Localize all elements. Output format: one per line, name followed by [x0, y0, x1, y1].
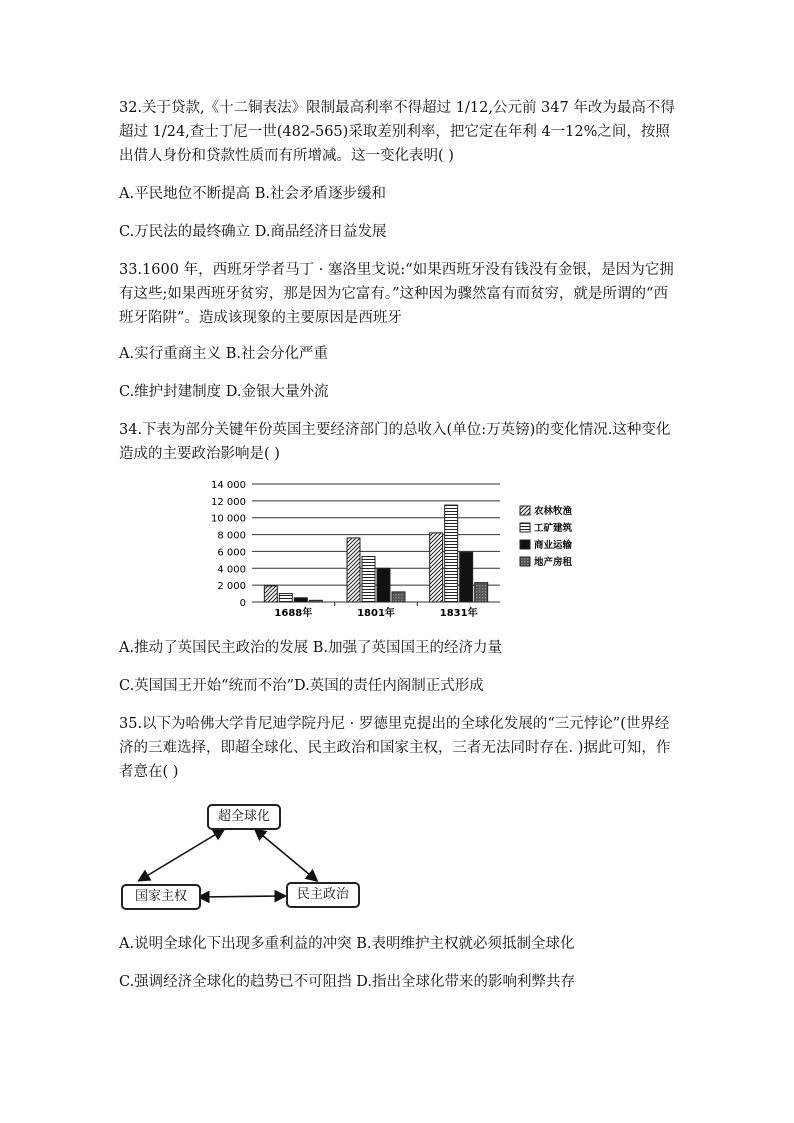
bar-2-0 — [430, 533, 443, 602]
legend-label: 地产房租 — [534, 557, 573, 568]
x-tick-label: 1688年 — [274, 608, 313, 619]
chart-x-axis — [274, 602, 477, 619]
income-bar-chart — [200, 474, 610, 624]
bar-0-1 — [279, 594, 292, 602]
q34-options-ab: A.推动了英国民主政治的发展 B.加强了英国国王的经济力量 — [119, 640, 502, 656]
y-tick-label: 2 000 — [217, 581, 246, 593]
y-tick-label: 8 000 — [217, 530, 246, 542]
node-national-sovereignty: 国家主权 — [121, 884, 201, 910]
arrow-top-right — [256, 830, 316, 880]
chart-y-axis — [211, 480, 246, 609]
arrow-left-right — [200, 896, 284, 897]
q35-options-cd: C.强调经济全球化的趋势已不可阻挡 D.指出全球化带来的影响利弊共存 — [119, 974, 576, 990]
bar-1-1 — [362, 556, 375, 602]
y-tick-label: 6 000 — [217, 547, 246, 559]
legend-swatch — [520, 557, 530, 566]
q32-options-cd: C.万民法的最终确立 D.商品经济日益发展 — [119, 224, 387, 240]
y-tick-label: 10 000 — [211, 513, 246, 525]
y-tick-label: 4 000 — [217, 564, 246, 576]
q34-options-cd: C.英国国王开始“统而不治”D.英国的责任内阁制正式形成 — [119, 678, 484, 694]
legend-swatch — [520, 540, 530, 549]
x-tick-label: 1831年 — [439, 608, 478, 619]
y-tick-label: 14 000 — [211, 480, 246, 491]
bar-0-2 — [294, 598, 307, 602]
q35-stem: 35.以下为哈佛大学肯尼迪学院丹尼 · 罗德里克提出的全球化发展的“三元悖论”(世界经济的三难选择，即超全球化、民主政治和国家主权，三者无法同时存在. )据此可知，作者意在( ) — [119, 716, 671, 780]
chart-legend — [520, 505, 573, 568]
bar-2-1 — [445, 505, 458, 602]
arrow-top-left — [140, 830, 223, 880]
legend-label: 工矿建筑 — [534, 523, 573, 534]
bar-2-2 — [460, 552, 473, 602]
chart-bars — [264, 505, 487, 602]
q32-options-ab: A.平民地位不断提高 B.社会矛盾逐步缓和 — [119, 186, 386, 202]
y-tick-label: 12 000 — [211, 496, 246, 508]
q32-stem: 32.关于贷款,《十二铜表法》限制最高利率不得超过 1/12,公元前 347 年改为最高不得超过 1/24,查士丁尼一世(482-565)采取差别利率，把它定在年利 4一12%之间，按照出借人身份和贷款性质而有所增减。这一变化表明( ) — [119, 100, 675, 164]
q33-stem: 33.1600 年，西班牙学者马丁 · 塞洛里戈说:“如果西班牙没有钱没有金银，是因为它拥有这些;如果西班牙贫穷，那是因为它富有。”这种因为骤然富有而贫穷，就是所谓的“西班牙陷阱”。造成该现象的主要原因是西班牙 — [119, 262, 674, 326]
bar-0-0 — [264, 586, 277, 602]
q34-stem: 34.下表为部分关键年份英国主要经济部门的总收入(单位:万英镑)的变化情况.这种变化造成的主要政治影响是( ) — [119, 422, 671, 462]
q33-options-ab: A.实行重商主义 B.社会分化严重 — [119, 346, 328, 362]
bar-1-2 — [377, 568, 390, 602]
bar-2-3 — [475, 583, 488, 602]
legend-swatch — [520, 506, 530, 515]
node-democratic-politics: 民主政治 — [286, 882, 360, 908]
bar-0-3 — [309, 600, 322, 602]
y-tick-label: 0 — [239, 598, 246, 609]
legend-swatch — [520, 523, 530, 532]
x-tick-label: 1801年 — [357, 608, 395, 619]
bar-1-0 — [347, 538, 360, 602]
bar-1-3 — [392, 592, 405, 602]
legend-label: 商业运输 — [534, 540, 573, 551]
legend-label: 农林牧渔 — [534, 506, 573, 517]
trilemma-diagram — [118, 800, 368, 918]
node-hyper-globalization: 超全球化 — [207, 804, 281, 830]
q35-options-ab: A.说明全球化下出现多重利益的冲突 B.表明维护主权就必须抵制全球化 — [119, 936, 575, 952]
q33-options-cd: C.维护封建制度 D.金银大量外流 — [119, 384, 329, 400]
